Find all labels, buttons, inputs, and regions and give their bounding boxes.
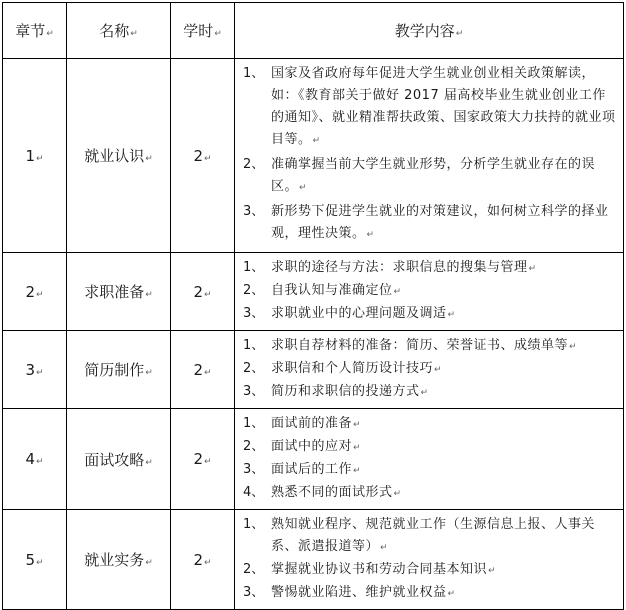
teaching-content <box>235 253 624 331</box>
header-chapter: 章节↵ <box>3 3 67 59</box>
item-index: 4、 <box>243 485 265 500</box>
item-index: 1、 <box>243 517 265 532</box>
content-item <box>243 413 617 436</box>
item-text: 警惕就业陷进、维护就业权益↵ <box>271 585 456 600</box>
chapter-name: 求职准备↵ <box>67 253 171 331</box>
chapter-number: 2↵ <box>3 253 67 331</box>
chapter-name: 简历制作↵ <box>67 331 171 409</box>
content-item <box>243 257 617 280</box>
content-item <box>243 514 617 559</box>
header-row <box>3 3 624 59</box>
item-text: 求职就业中的心理问题及调适↵ <box>271 306 456 321</box>
chapter-number: 3↵ <box>3 331 67 409</box>
content-item <box>243 459 617 482</box>
chapter-hours: 2↵ <box>171 409 235 510</box>
table-row <box>3 253 624 331</box>
content-item <box>243 482 617 505</box>
item-index: 3、 <box>243 306 265 321</box>
item-text: 面试中的应对↵ <box>271 439 362 454</box>
item-text: 求职信和个人简历设计技巧↵ <box>271 361 443 376</box>
item-text: 新形势下促进学生就业的对策建议，如何树立科学的择业观，理性决策。↵ <box>271 204 609 241</box>
item-index: 2、 <box>243 439 265 454</box>
table-row <box>3 59 624 253</box>
item-index: 1、 <box>243 416 265 431</box>
teaching-content <box>235 331 624 409</box>
item-index: 3、 <box>243 462 265 477</box>
item-text: 简历和求职信的投递方式↵ <box>271 384 429 399</box>
chapter-hours: 2↵ <box>171 331 235 409</box>
header-name: 名称↵ <box>67 3 171 59</box>
table-row <box>3 510 624 610</box>
content-item <box>243 335 617 358</box>
content-item <box>243 582 617 605</box>
chapter-name: 就业认识↵ <box>67 59 171 253</box>
item-index: 1、 <box>243 338 265 353</box>
item-text: 国家及省政府每年促进大学生就业创业相关政策解读，如：《教育部关于做好 2017 届高校毕业生就业创业工作的通知》、就业精准帮扶政策、国家政策大力扶持的就业项目等。↵ <box>271 66 616 147</box>
chapter-name: 面试攻略↵ <box>67 409 171 510</box>
teaching-content <box>235 409 624 510</box>
chapter-number: 1↵ <box>3 59 67 253</box>
chapter-hours: 2↵ <box>171 253 235 331</box>
table-row <box>3 331 624 409</box>
content-item <box>243 280 617 303</box>
content-item <box>243 358 617 381</box>
item-text: 熟悉不同的面试形式↵ <box>271 485 402 500</box>
content-item <box>243 559 617 582</box>
item-text: 自我认知与准确定位↵ <box>271 283 402 298</box>
item-index: 1、 <box>243 66 265 81</box>
item-index: 3、 <box>243 204 265 219</box>
syllabus-table <box>2 2 624 610</box>
table-row <box>3 409 624 510</box>
item-index: 3、 <box>243 585 265 600</box>
item-index: 2、 <box>243 157 265 172</box>
item-index: 2、 <box>243 361 265 376</box>
chapter-number: 4↵ <box>3 409 67 510</box>
item-text: 求职自荐材料的准备：简历、荣誉证书、成绩单等↵ <box>271 338 578 353</box>
teaching-content <box>235 510 624 610</box>
content-item <box>243 63 617 152</box>
item-text: 掌握就业协议书和劳动合同基本知识↵ <box>271 562 497 577</box>
chapter-hours: 2↵ <box>171 59 235 253</box>
content-item <box>243 201 617 246</box>
content-item <box>243 436 617 459</box>
item-index: 3、 <box>243 384 265 399</box>
teaching-content <box>235 59 624 253</box>
chapter-hours: 2↵ <box>171 510 235 610</box>
item-index: 2、 <box>243 283 265 298</box>
header-hours: 学时↵ <box>171 3 235 59</box>
content-item <box>243 154 617 199</box>
content-item <box>243 381 617 404</box>
item-index: 2、 <box>243 562 265 577</box>
chapter-name: 就业实务↵ <box>67 510 171 610</box>
item-text: 面试前的准备↵ <box>271 416 362 431</box>
item-text: 准确掌握当前大学生就业形势，分析学生就业存在的误区。↵ <box>271 157 596 194</box>
content-item <box>243 303 617 326</box>
item-text: 熟知就业程序、规范就业工作（生源信息上报、人事关系、派遣报道等）↵ <box>271 517 596 554</box>
header-content: 教学内容↵ <box>235 3 624 59</box>
item-index: 1、 <box>243 260 265 275</box>
chapter-number: 5↵ <box>3 510 67 610</box>
item-text: 面试后的工作↵ <box>271 462 362 477</box>
item-text: 求职的途径与方法：求职信息的搜集与管理↵ <box>271 260 537 275</box>
